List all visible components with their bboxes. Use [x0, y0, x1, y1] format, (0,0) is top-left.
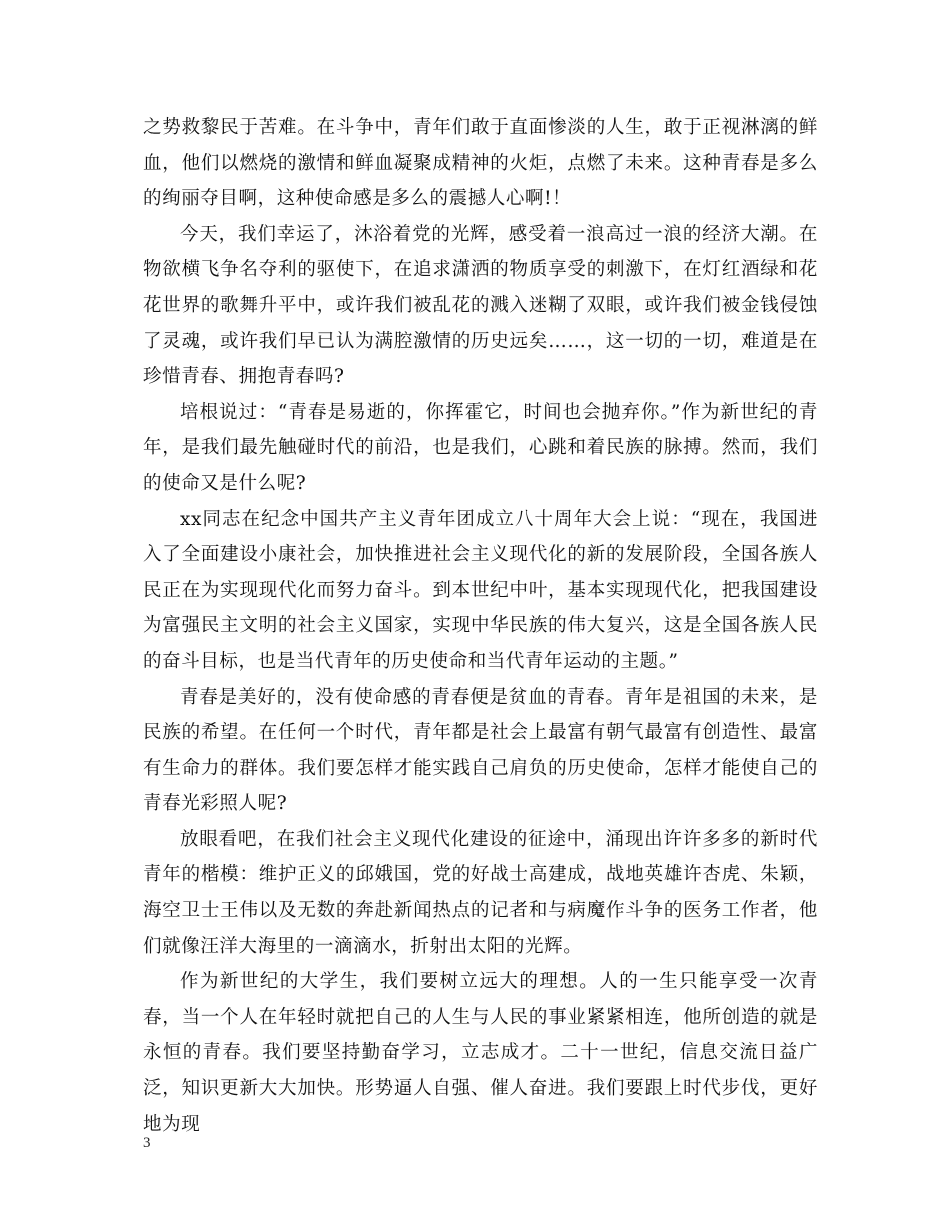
paragraph-3: 培根说过：“青春是易逝的，你挥霍它，时间也会抛弃你。”作为新世纪的青年，是我们最先触碰时代的前沿，也是我们，心跳和着民族的脉搏。然而，我们的使命又是什么呢? — [143, 401, 818, 494]
paragraph-1: 之势救黎民于苦难。在斗争中，青年们敢于直面惨淡的人生，敢于正视淋漓的鲜血，他们以燃烧的激情和鲜血凝聚成精神的火炬，点燃了未来。这种青春是多么的绚丽夺目啊，这种使命感是多么的震撼人心啊!！ — [143, 117, 818, 210]
paragraph-6: 放眼看吧，在我们社会主义现代化建设的征途中，涌现出许许多多的新时代青年的楷模：维护正义的邱娥国，党的好战士高建成，战地英雄许杏虎、朱颖，海空卫士王伟以及无数的奔赴新闻热点的记者和与病魔作斗争的医务工作者，他们就像汪洋大海里的一滴滴水，折射出太阳的光辉。 — [143, 828, 818, 957]
page-number: 3 — [143, 1135, 151, 1151]
paragraph-7: 作为新世纪的大学生，我们要树立远大的理想。人的一生只能享受一次青春，当一个人在年轻时就把自己的人生与人民的事业紧紧相连，他所创造的就是永恒的青春。我们要坚持勤奋学习，立志成才。二十一世纪，信息交流日益广泛，知识更新大大加快。形势逼人自强、催人奋进。我们要跟上时代步伐，更好地为现 — [143, 971, 818, 1135]
document-body — [143, 110, 818, 1142]
paragraph-2: 今天，我们幸运了，沐浴着党的光辉，感受着一浪高过一浪的经济大潮。在物欲横飞争名夺利的驱使下，在追求潇洒的物质享受的刺激下，在灯红酒绿和花花世界的歌舞升平中，或许我们被乱花的溅入迷糊了双眼，或许我们被金钱侵蚀了灵魂，或许我们早已认为满腔激情的历史远矣……，这一切的一切，难道是在珍惜青春、拥抱青春吗? — [143, 223, 818, 388]
paragraph-4: xx同志在纪念中国共产主义青年团成立八十周年大会上说：“现在，我国进入了全面建设小康社会，加快推进社会主义现代化的新的发展阶段，全国各族人民正在为实现现代化而努力奋斗。到本世纪中叶，基本实现现代化，把我国建设为富强民主文明的社会主义国家，实现中华民族的伟大复兴，这是全国各族人民的奋斗目标，也是当代青年的历史使命和当代青年运动的主题。” — [143, 508, 818, 672]
paragraph-5: 青春是美好的，没有使命感的青春便是贫血的青春。青年是祖国的未来，是民族的希望。在任何一个时代，青年都是社会上最富有朝气最富有创造性、最富有生命力的群体。我们要怎样才能实践自己肩负的历史使命，怎样才能使自己的青春光彩照人呢? — [143, 686, 818, 815]
